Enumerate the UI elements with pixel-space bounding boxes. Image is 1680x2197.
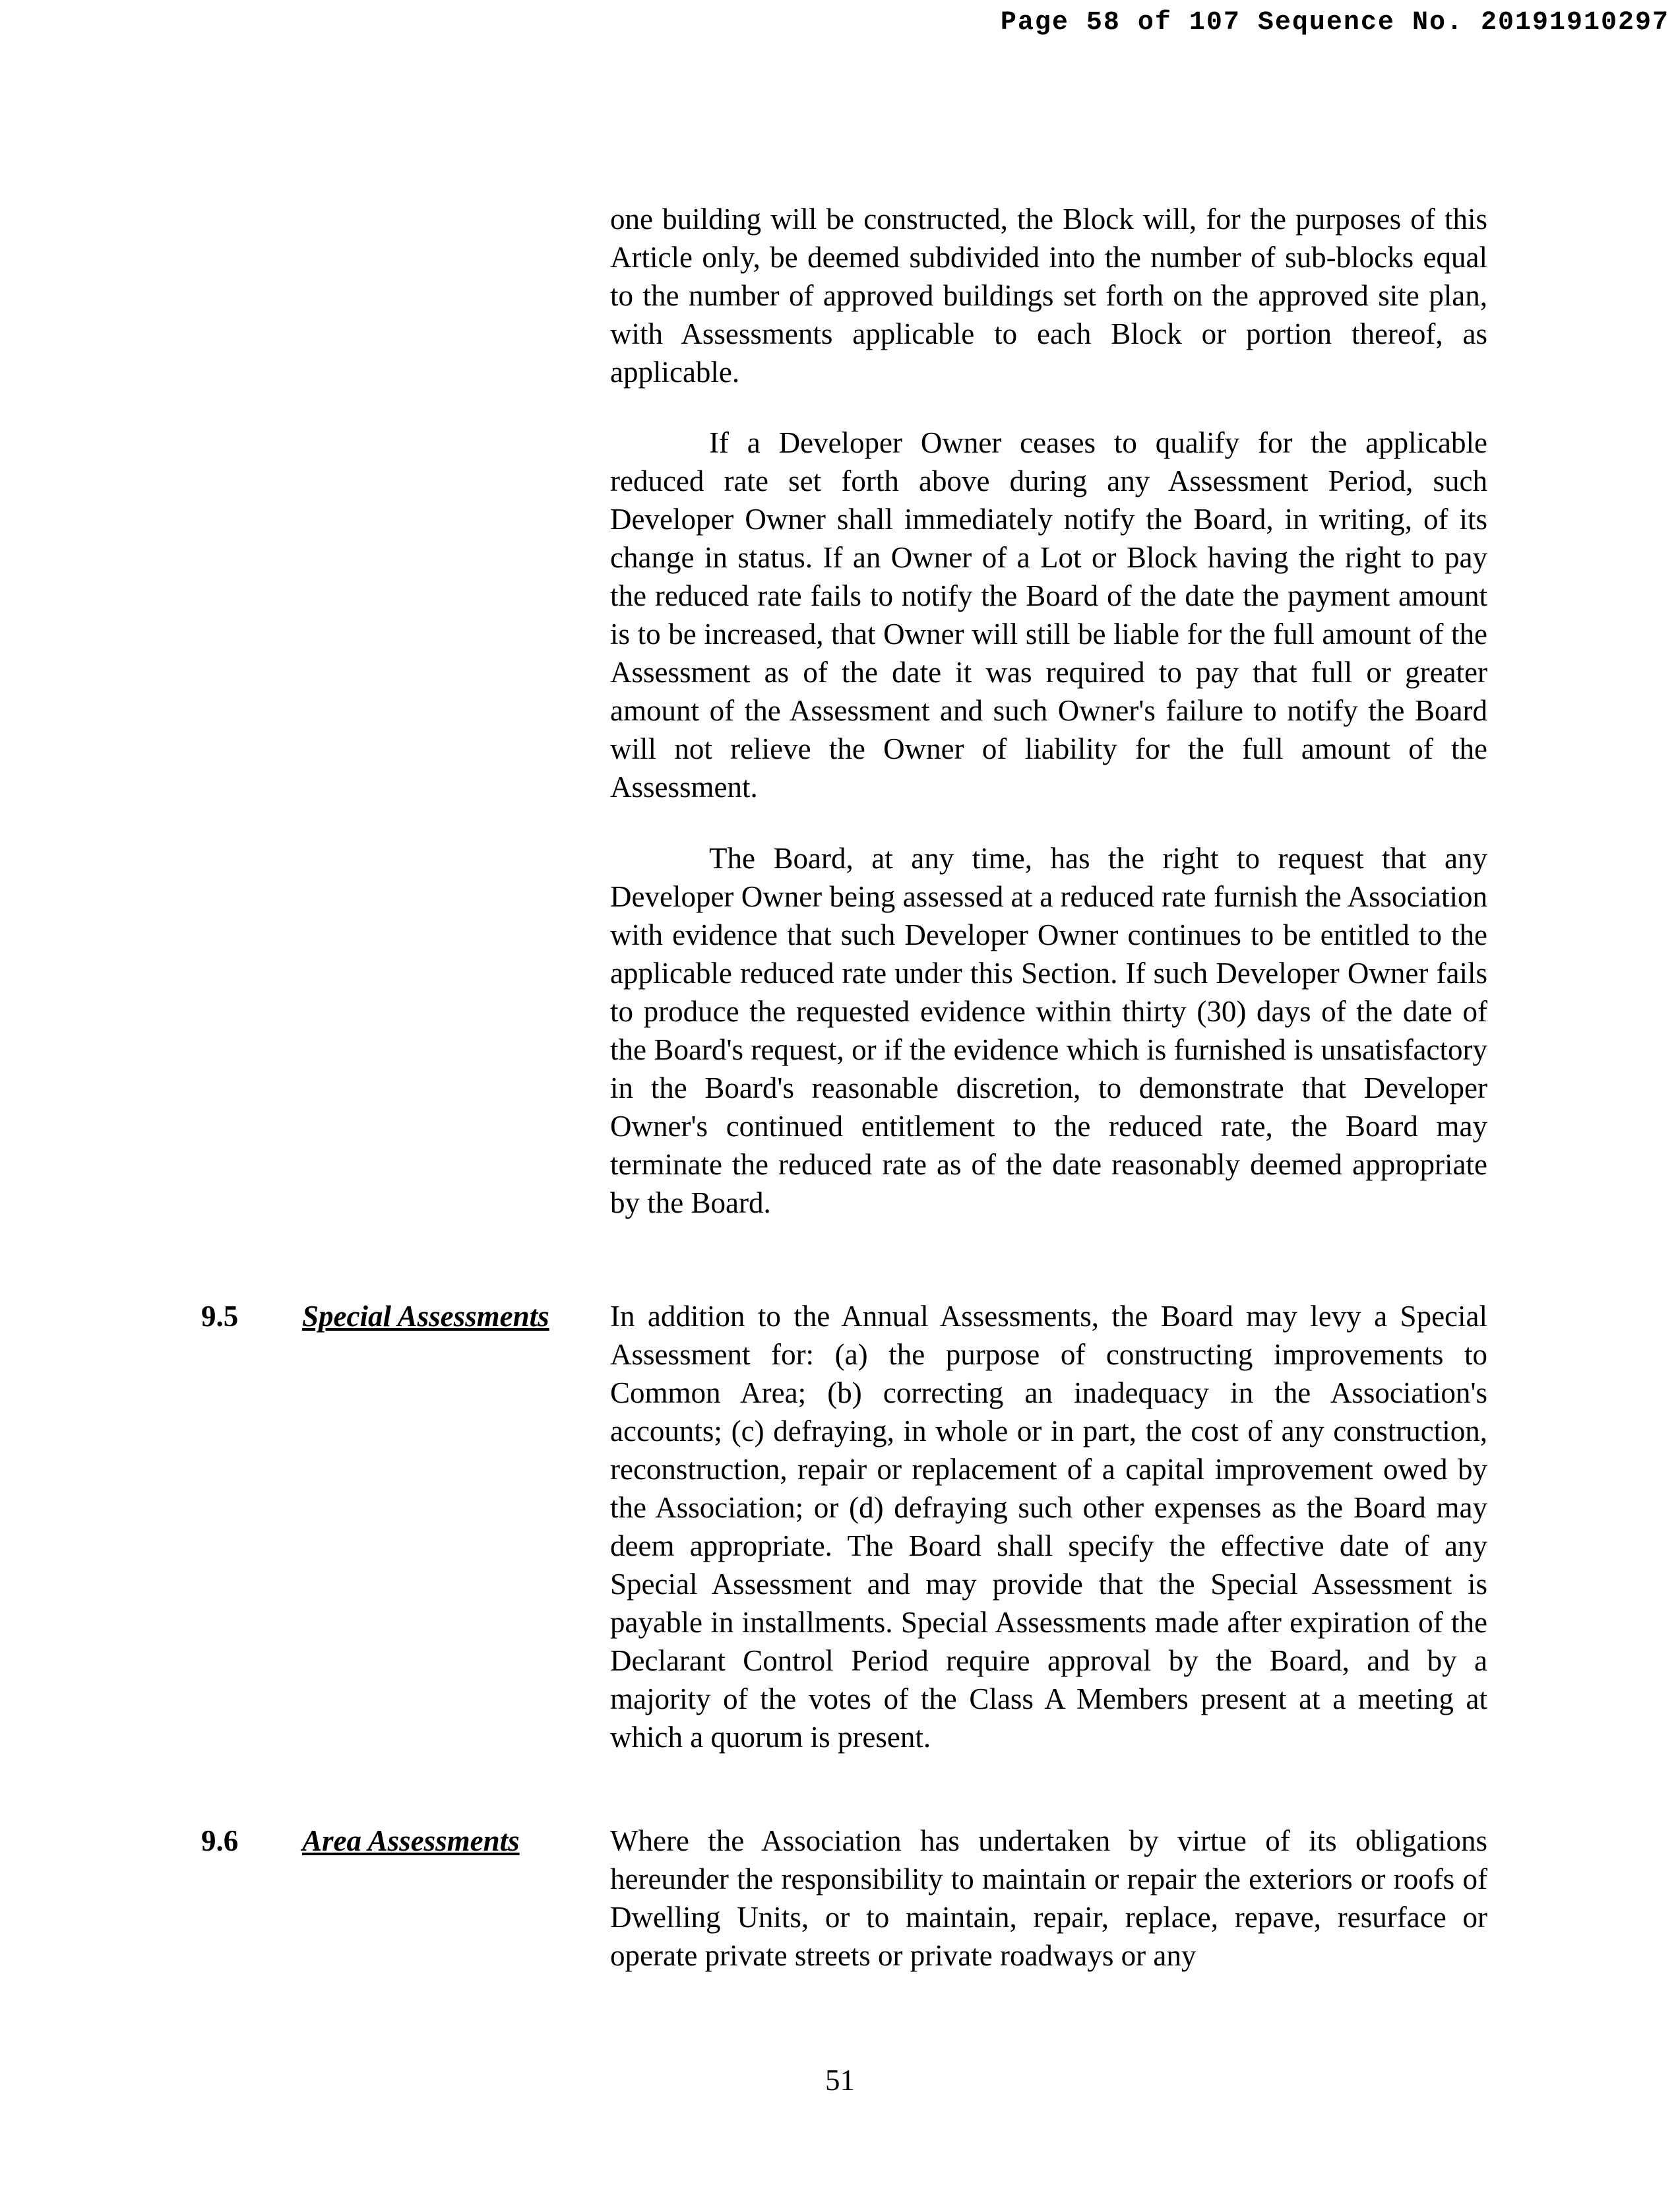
paragraph-board-request-evidence: The Board, at any time, has the right to request that any Developer Owner being assessed at a reduced rate furnish the Association with evidence that such Developer Owner continues to be entitled to the applicable reduced rate under this Section. If such Developer Owner fails to produce the requested evidence within thirty (30) days of the date of the Board's request, or if the evidence which is furnished is unsatisfactory in the Board's reasonable discretion, to demonstrate that Developer Owner's continued entitlement to the reduced rate, the Board may terminate the reduced rate as of the date reasonably deemed appropriate by the Board.	[610, 842, 1487, 1219]
section-text-special-assessments: In addition to the Annual Assessments, the Board may levy a Special Assessment for: (a) the purpose of constructing improvements to Common Area; (b) correcting an inadequacy in the Association's accounts; (c) defraying, in whole or in part, the cost of any construction, reconstruction, repair or replacement of a capital improvement owed by the Association; or (d) defraying such other expenses as the Board may deem appropriate. The Board shall specify the effective date of any Special Assessment and may provide that the Special Assessment is payable in installments. Special Assessments made after expiration of the Declarant Control Period require approval by the Board, and by a majority of the votes of the Class A Members present at a meeting at which a quorum is present.	[610, 1300, 1487, 1754]
section-title-area-assessments: Area Assessments	[302, 1824, 520, 1857]
section-number-9-6: 9.6	[201, 1824, 239, 1857]
page-number: 51	[825, 2064, 855, 2097]
section-title-special-assessments: Special Assessments	[302, 1300, 549, 1333]
paragraph-reduced-rate-status: If a Developer Owner ceases to qualify for the applicable reduced rate set forth above during any Assessment Period, such Developer Owner shall immediately notify the Board, in writing, of its change in status. If an Owner of a Lot or Block having the right to pay the reduced rate fails to notify the Board of the date the payment amount is to be increased, that Owner will still be liable for the full amount of the Assessment as of the date it was required to pay that full or greater amount of the Assessment and such Owner's failure to notify the Board will not relieve the Owner of liability for the full amount of the Assessment.	[610, 426, 1487, 804]
page-sequence-header: Page 58 of 107 Sequence No. 20191910297	[1000, 8, 1669, 38]
section-text-area-assessments: Where the Association has undertaken by virtue of its obligations hereunder the responsibility to maintain or repair the exteriors or roofs of Dwelling Units, or to maintain, repair, replace, repave, resurface or operate private streets or private roadways or any	[610, 1824, 1487, 1972]
paragraph-block-subdivision: one building will be constructed, the Block will, for the purposes of this Article only, be deemed subdivided into the number of sub-blocks equal to the number of approved buildings set forth on the approved site plan, with Assessments applicable to each Block or portion thereof, as applicable.	[610, 203, 1487, 389]
section-number-9-5: 9.5	[201, 1300, 239, 1333]
